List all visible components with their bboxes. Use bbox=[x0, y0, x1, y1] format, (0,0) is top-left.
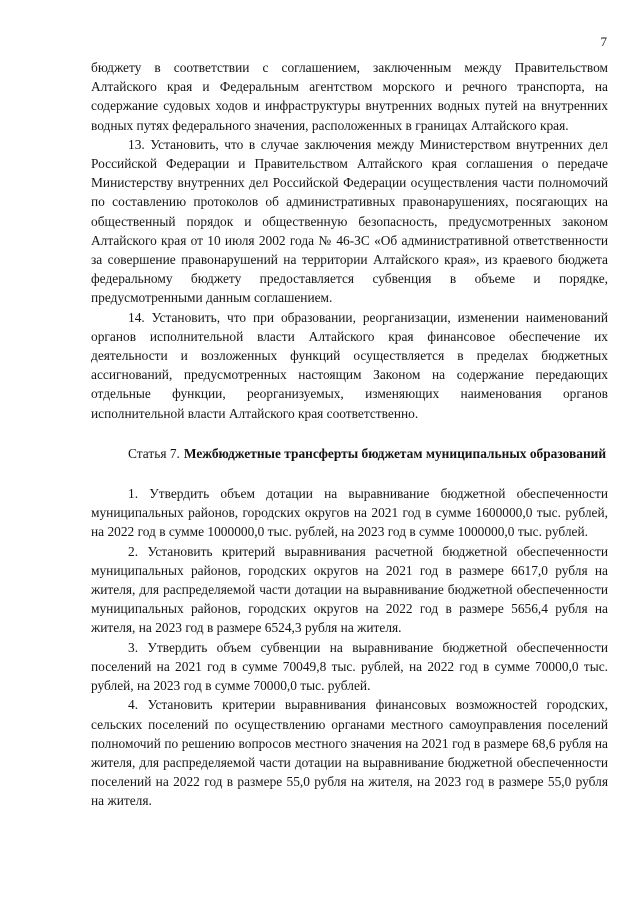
article-label: Статья 7. bbox=[128, 445, 180, 461]
article-heading bbox=[91, 444, 608, 463]
page-number: 7 bbox=[600, 34, 607, 49]
paragraph-art7-3: 3. Утвердить объем субвенции на выравнивание бюджетной обеспеченности поселений на 2021 год в сумме 70049,8 тыс. рублей, на 2022 год в сумме 70000,0 тыс. рублей, на 2023 год в сумме 70000,0 тыс. рублей. bbox=[91, 639, 608, 694]
paragraph-art7-1: 1. Утвердить объем дотации на выравнивание бюджетной обеспеченности муниципальных районов, городских округов на 2021 год в сумме 1600000,0 тыс. рублей, на 2022 год в сумме 1000000,0 тыс. рублей, на 2023 год в сумме 1000000,0 тыс. рублей. bbox=[91, 486, 608, 540]
document-body bbox=[91, 58, 608, 811]
paragraph-12-continuation: бюджету в соответствии с соглашением, заключенным между Правительством Алтайского края и Федеральным агентством морского и речного транспорта, на содержание судовых ходов и инфраструктуры внутренних водных путей на внутренних водных путях федерального значения, расположенных в границах Алтайского края. bbox=[91, 60, 608, 133]
article-title: Межбюджетные трансферты бюджетам муниципальных образований bbox=[183, 445, 607, 461]
paragraph-art7-4: 4. Установить критерии выравнивания финансовых возможностей городских, сельских поселений по осуществлению органами местного самоуправления поселений полномочий по решению вопросов местного значения на 2021 год в размере 68,6 рубля на жителя, для распределяемой части дотации на выравнивание бюджетной обеспеченности поселений на 2022 год в размере 55,0 рубля на жителя, на 2023 год в размере 55,0 рубля на жителя. bbox=[91, 697, 608, 809]
paragraph-13: 13. Установить, что в случае заключения между Министерством внутренних дел Российской Федерации и Правительством Алтайского края соглашения о передаче Министерству внутренних дел Российской Федерации осуществления части полномочий по составлению протоколов об административных правонарушениях, посягающих на общественный порядок и общественную безопасность, предусмотренных законом Алтайского края от 10 июля 2002 года № 46-ЗС «Об административной ответственности за совершение правонарушений на территории Алтайского края», из краевого бюджета федеральному бюджету предоставляется субвенция в объеме и порядке, предусмотренными данным соглашением. bbox=[91, 136, 608, 306]
paragraph-14: 14. Установить, что при образовании, реорганизации, изменении наименований органов исполнительной власти Алтайского края финансовое обеспечение их деятельности и возложенных функций осуществляется в пределах бюджетных ассигнований, предусмотренных настоящим Законом на содержание передающих отдельные функции, реорганизуемых, изменяющих наименования органов исполнительной власти Алтайского края соответственно. bbox=[91, 309, 608, 421]
paragraph-art7-2: 2. Установить критерий выравнивания расчетной бюджетной обеспеченности муниципальных районов, городских округов на 2021 год в размере 6617,0 рубля на жителя, для распределяемой части дотации на выравнивание бюджетной обеспеченности муниципальных районов, городских округов на 2022 год в размере 5656,4 рубля на жителя, на 2023 год в размере 6524,3 рубля на жителя. bbox=[91, 543, 608, 636]
